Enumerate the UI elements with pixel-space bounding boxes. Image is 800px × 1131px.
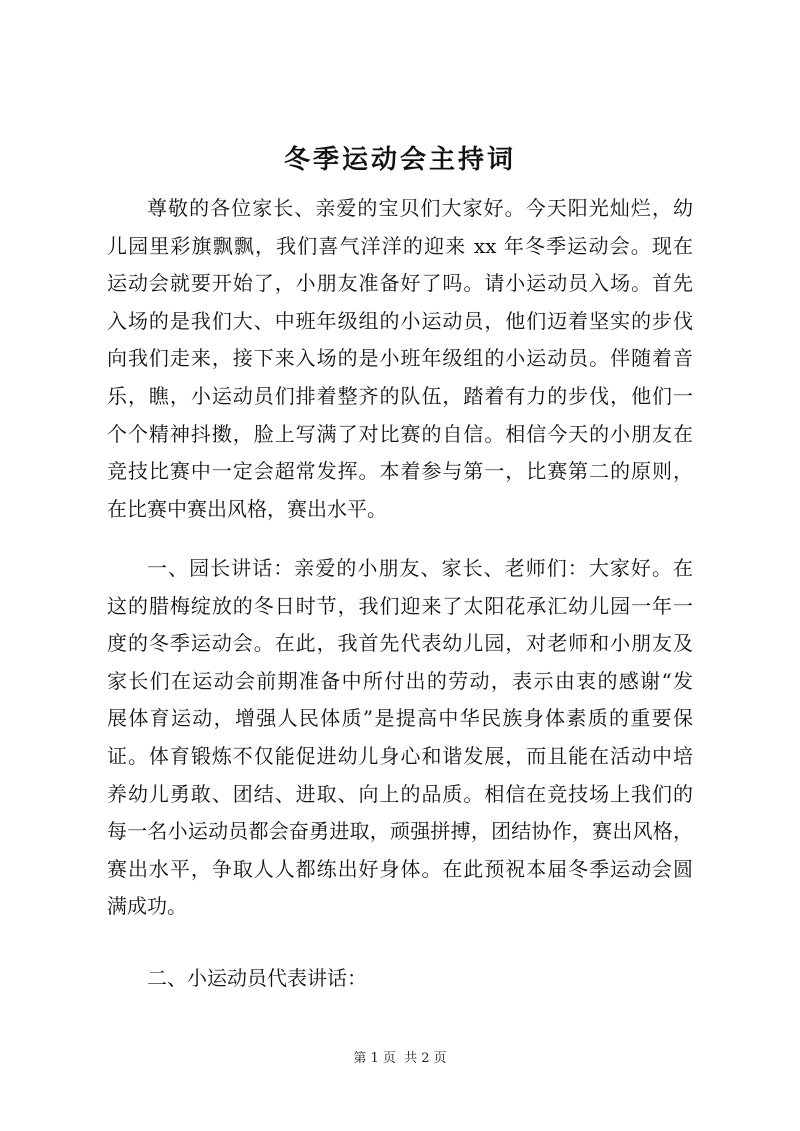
paragraph-line: 家长们在运动会前期准备中所付出的劳动，表示由衷的感谢“发 — [107, 668, 693, 693]
document-title: 冬季运动会主持词 — [283, 145, 516, 175]
paragraph-athlete-speech-heading — [107, 960, 693, 998]
paragraph-line: 每一名小运动员都会奋勇进取，顽强拼搏，团结协作，赛出风格， — [107, 819, 693, 844]
paragraph-line: 个个精神抖擞，脸上写满了对比赛的自信。相信今天的小朋友在 — [107, 421, 693, 446]
paragraph-line: 展体育运动，增强人民体质”是提高中华民族身体素质的重要保 — [107, 706, 693, 731]
paragraph-line: 赛出水平，争取人人都练出好身体。在此预祝本届冬季运动会圆 — [107, 856, 693, 881]
paragraph-opening — [107, 190, 693, 528]
paragraph-principal-speech — [107, 550, 693, 926]
paragraph-line: 这的腊梅绽放的冬日时节，我们迎来了太阳花承汇幼儿园一年一 — [107, 593, 693, 618]
paragraph-line: 竞技比赛中一定会超常发挥。本着参与第一，比赛第二的原则， — [107, 459, 693, 484]
paragraph-line: 在比赛中赛出风格，赛出水平。 — [107, 496, 387, 521]
page-footer — [0, 1050, 800, 1068]
paragraph-line: 儿园里彩旗飘飘，我们喜气洋洋的迎来 xx 年冬季运动会。现在 — [107, 233, 693, 258]
paragraph-line: 一、园长讲话：亲爱的小朋友、家长、老师们：大家好。在 — [147, 556, 693, 580]
paragraph-line: 尊敬的各位家长、亲爱的宝贝们大家好。今天阳光灿烂，幼 — [147, 196, 693, 220]
paragraph-line: 入场的是我们大、中班年级组的小运动员，他们迈着坚实的步伐 — [107, 308, 693, 333]
page-number: 第 1 页 — [353, 1051, 396, 1066]
paragraph-line: 向我们走来，接下来入场的是小班年级组的小运动员。伴随着音 — [107, 346, 693, 371]
paragraph-line: 度的冬季运动会。在此，我首先代表幼儿园，对老师和小朋友及 — [107, 631, 693, 656]
paragraph-line: 运动会就要开始了，小朋友准备好了吗。请小运动员入场。首先 — [107, 271, 693, 296]
paragraph-line: 养幼儿勇敢、团结、进取、向上的品质。相信在竞技场上我们的 — [107, 781, 693, 806]
paragraph-line: 乐，瞧，小运动员们排着整齐的队伍，踏着有力的步伐，他们一 — [107, 383, 693, 408]
paragraph-line: 满成功。 — [107, 894, 187, 919]
paragraph-line: 证。体育锻炼不仅能促进幼儿身心和谐发展，而且能在活动中培 — [107, 743, 693, 768]
paragraph-line: 二、小运动员代表讲话： — [147, 966, 367, 990]
page-total: 共 2 页 — [404, 1051, 447, 1066]
